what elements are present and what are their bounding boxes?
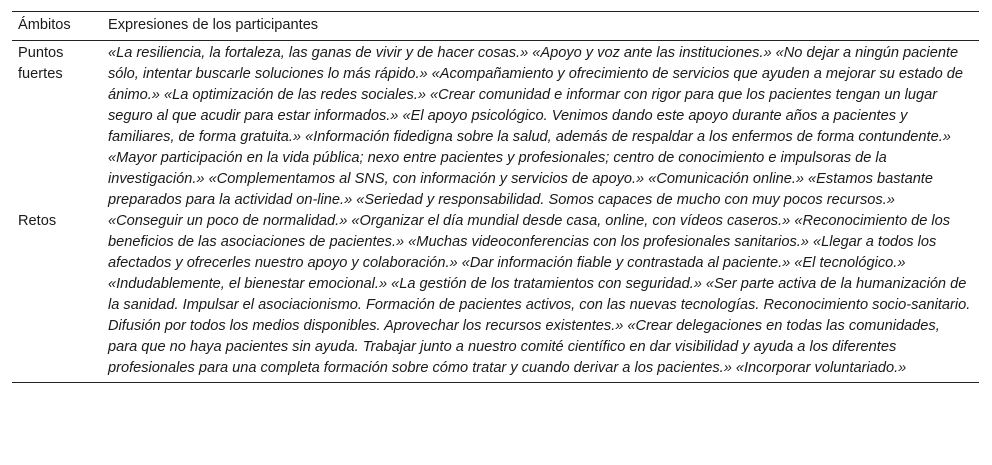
participants-expressions-table [12, 11, 979, 383]
header-row [12, 12, 979, 41]
table-row-puntos-fuertes [12, 41, 979, 212]
cell-ambito: Retos [12, 211, 102, 383]
table-container [12, 11, 979, 383]
table-header [12, 12, 979, 41]
table-body [12, 41, 979, 383]
cell-ambito: Puntos fuertes [18, 45, 64, 82]
cell-expresiones: «La resiliencia, la fortaleza, las ganas de vivir y de hacer cosas.» «Apoyo y voz ante las instituciones.» «No dejar a ningún paciente sólo, intentar buscarle soluciones lo más rápido.» «Acompañamiento y ofrecimiento de servicios que ayuden a mejorar su estado de ánimo.» «La optimización de las redes sociales.» «Crear comunidad e informar con rigor para que los pacientes tengan un lugar seguro al que acudir para estar informados.» «El apoyo psicológico. Venimos dando este apoyo durante años a pacientes y familiares, de forma gratuita.» «Información fidedigna sobre la salud, además de respaldar a los enfermos de forma contundente.» «Mayor participación en la vida pública; nexo entre pacientes y profesionales; centro de conocimiento e impulsoras de la investigación.» «Complementamos al SNS, con información y servicios de apoyo.» «Comunicación online.» «Estamos bastante preparados para la actividad on-line.» «Seriedad y responsabilidad. Somos capaces de mucho con muy pocos recursos.» [108, 45, 964, 208]
cell-expresiones: «Conseguir un poco de normalidad.» «Organizar el día mundial desde casa, online, con vídeos caseros.» «Reconocimiento de los beneficios de las asociaciones de pacientes.» «Muchas videoconferencias con los profesionales sanitarios.» «Llegar a todos los afectados y ofrecerles nuestro apoyo y colaboración.» «Dar información fiable y contrastada al paciente.» «El tecnológico.» «Indudablemente, el bienestar emocional.» «La gestión de los tratamientos con seguridad.» «Ser parte activa de la humanización de la sanidad. Impulsar el asociacionismo. Formación de pacientes activos, con las nuevas tecnologías. Reconocimiento socio-sanitario. Difusión por todos los medios disponibles. Aprovechar los recursos existentes.» «Crear delegaciones en todas las comunidades, para que no haya pacientes sin ayuda. Trabajar junto a nuestro comité científico en dar visibilidad y ayuda a los diferentes profesionales para una completa formación sobre cómo tratar y cuando derivar a los pacientes.» «Incorporar voluntariado.» [102, 211, 979, 383]
table-row-retos [12, 211, 979, 383]
header-expresiones: Expresiones de los participantes [102, 12, 979, 41]
header-ambitos: Ámbitos [12, 12, 102, 41]
